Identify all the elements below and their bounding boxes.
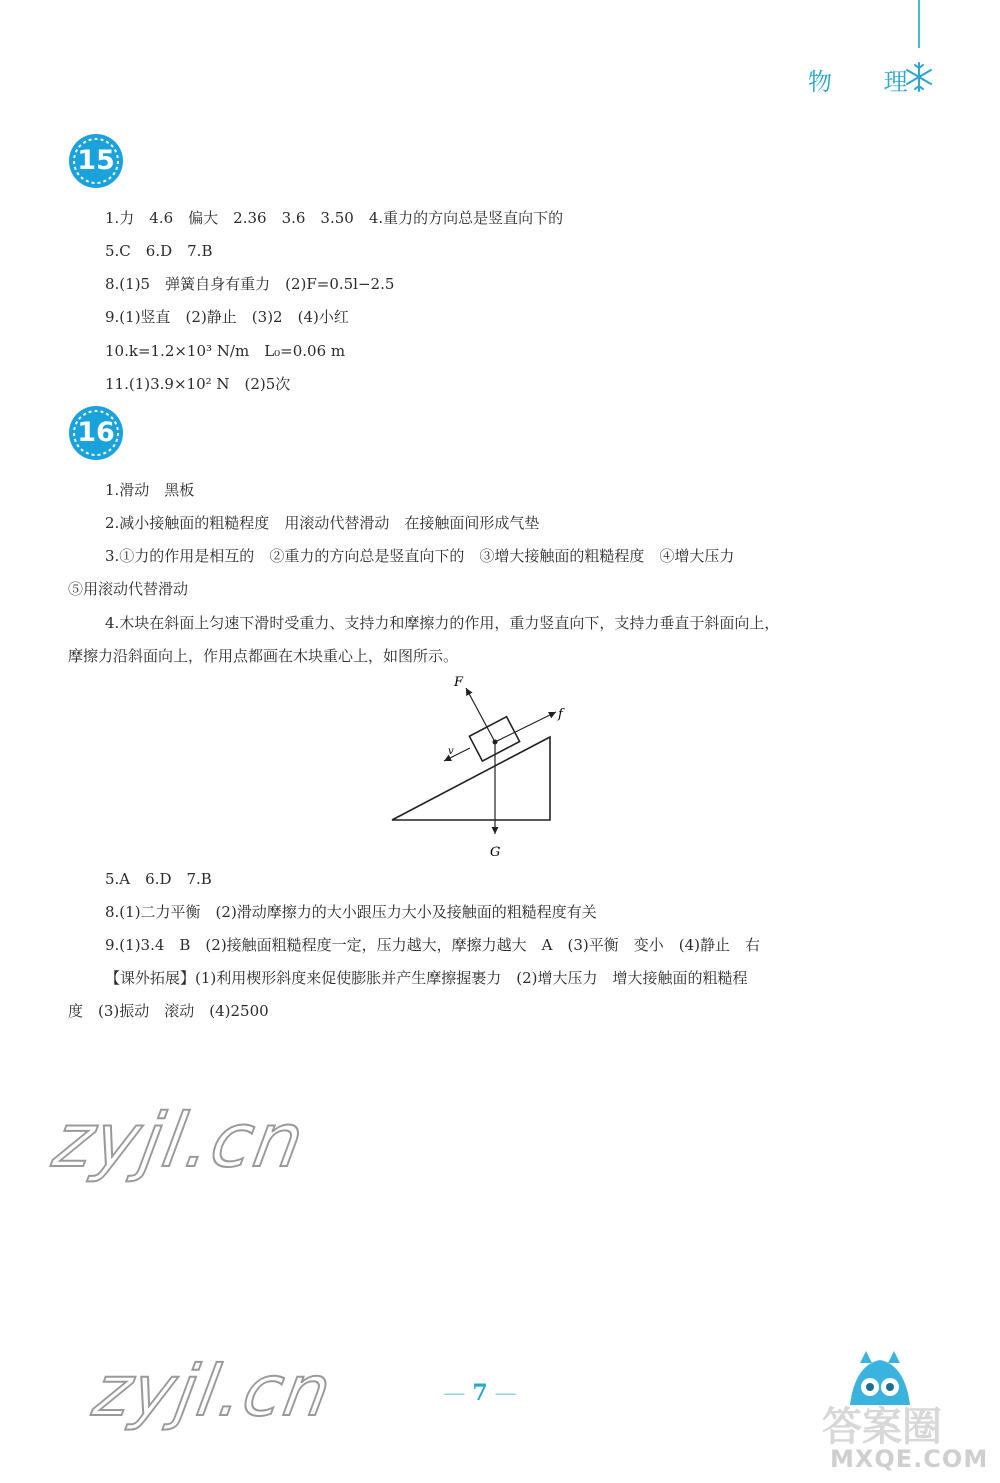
answer-line: 5.C 6.D 7.B [105,242,213,260]
answer-line: 5.A 6.D 7.B [105,870,212,888]
badge-16-icon [67,404,125,462]
label-v: v [448,746,454,757]
subject-title: 物 理 [808,68,930,96]
answer-line: 摩擦力沿斜面向上，作用点都画在木块重心上，如图所示。 [68,647,459,665]
watermark: zyjl.cn [87,1350,339,1432]
answer-line: 度 (3)振动 滚动 (4)2500 [68,1002,269,1020]
answer-line: 10.k=1.2×10³ N/m L₀=0.06 m [105,342,346,360]
answer-line: 8.(1)5 弹簧自身有重力 (2)F=0.5l−2.5 [105,275,395,293]
answer-line: 1.滑动 黑板 [105,481,195,499]
answer-line: 1.力 4.6 偏大 2.36 3.6 3.50 4.重力的方向总是竖直向下的 [105,209,564,227]
badge-number: 15 [77,145,115,176]
page-number: — 7 — [443,1380,517,1406]
force-diagram [380,672,590,867]
label-G: G [490,845,501,860]
label-F: F [454,675,464,690]
label-f: f [558,707,563,722]
watermark: zyjl.cn [47,1098,312,1184]
snowflake-icon [902,60,936,94]
header-divider [918,0,920,48]
incline-triangle [392,737,550,820]
answer-line: 4.木块在斜面上匀速下滑时受重力、支持力和摩擦力的作用，重力竖直向下，支持力垂直于斜面向上， [105,614,780,632]
answer-line: 3.①力的作用是相互的 ②重力的方向总是竖直向下的 ③增大接触面的粗糙程度 ④增大压力 [105,547,735,565]
answer-line: 8.(1)二力平衡 (2)滑动摩擦力的大小跟压力大小及接触面的粗糙程度有关 [105,903,597,921]
answer-line: 9.(1)竖直 (2)静止 (3)2 (4)小红 [105,308,349,326]
badge-15-icon [67,132,125,190]
stamp-watermark: 答案圈 [822,1404,942,1450]
answer-line: 【课外拓展】(1)利用楔形斜度来促使膨胀并产生摩擦握裹力 (2)增大压力 增大接触面的粗糙程 [105,969,748,987]
answer-line: 2.减小接触面的粗糙程度 用滚动代替滑动 在接触面间形成气垫 [105,514,540,532]
answer-line: 11.(1)3.9×10² N (2)5次 [105,375,291,393]
stamp-url: MXQE.COM [830,1445,989,1473]
answer-line: ⑤用滚动代替滑动 [68,580,189,598]
badge-number: 16 [77,417,115,448]
answer-line: 9.(1)3.4 B (2)接触面粗糙程度一定，压力越大，摩擦力越大 A (3)平衡 变小 (4)静止 右 [105,936,761,954]
